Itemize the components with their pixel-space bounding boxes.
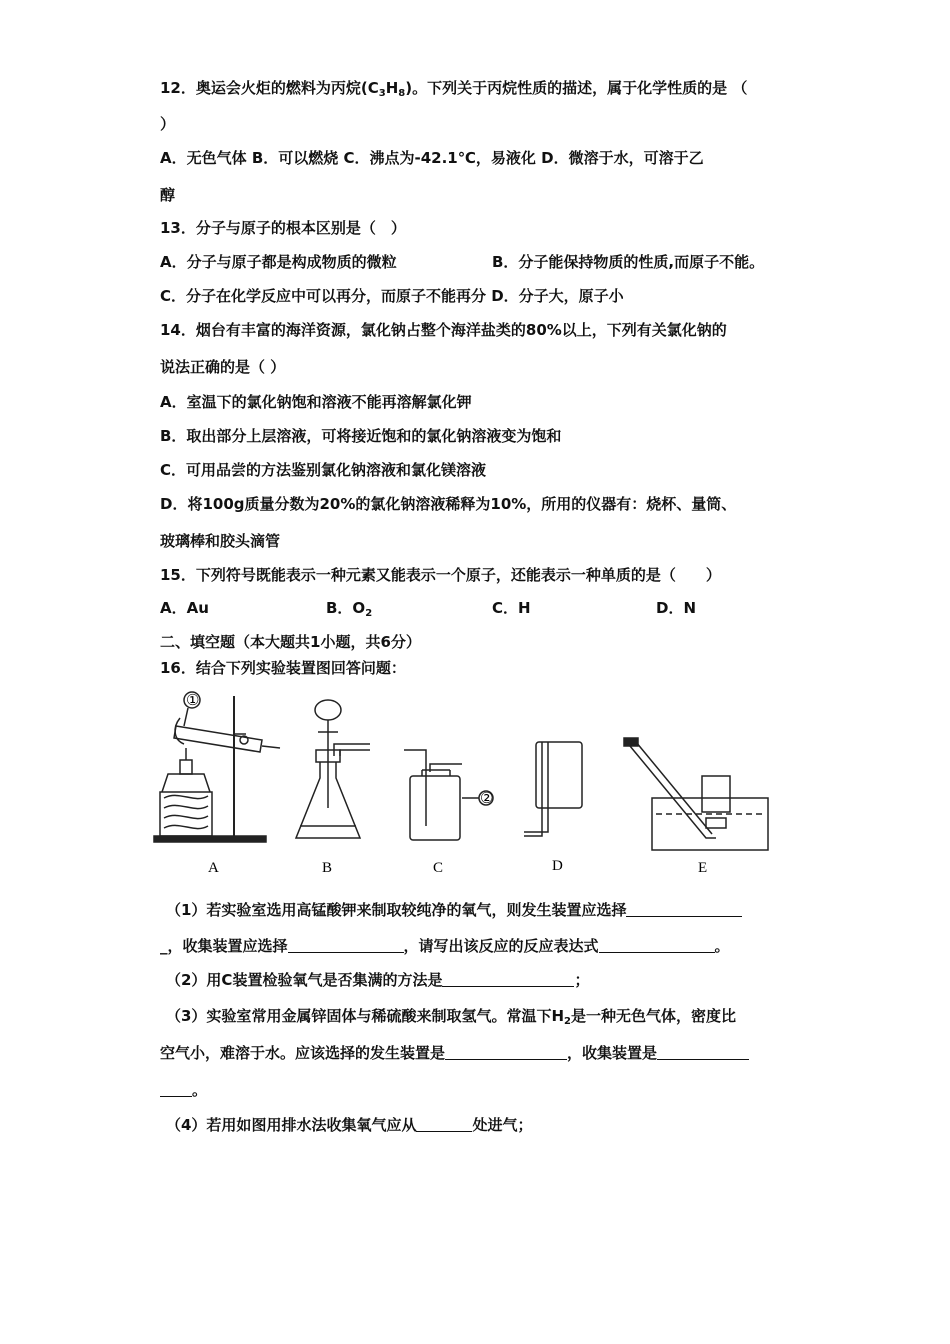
figure-marker-1: ①	[186, 693, 200, 709]
q12-stem: 12．奥运会火炬的燃料为丙烷$(C_3H_8)$。下列关于丙烷性质的描述，属于化学性质的是 （	[160, 79, 748, 99]
figure-marker-2: ②	[480, 791, 494, 807]
q16-part1-cont: _，收集装置应选择 ，请写出该反应的反应表达式 。	[160, 937, 730, 955]
q16-part1: （1）若实验室选用高锰酸钾来制取较纯净的氧气，则发生装置应选择	[166, 900, 742, 920]
q16-part3-end: 。	[160, 1080, 207, 1100]
q14-stem-cont: 说法正确的是（ ）	[160, 358, 286, 376]
answer-blank[interactable]	[599, 937, 715, 953]
q12-stem-end: ）	[160, 115, 176, 133]
answer-blank[interactable]	[657, 1044, 749, 1060]
answer-blank[interactable]	[160, 1081, 192, 1097]
q14-option-d-cont: 玻璃棒和胶头滴管	[160, 532, 281, 550]
q15-option-d: D．N	[656, 599, 697, 617]
figure-label-a: A	[208, 860, 219, 876]
figure-label-c: C	[433, 860, 444, 876]
q13-option-b: B．分子能保持物质的性质,而原子不能。	[492, 253, 765, 271]
q16-part4: （4）若用如图用排水法收集氧气应从 处进气；	[166, 1116, 533, 1134]
answer-blank[interactable]	[416, 1116, 472, 1132]
apparatus-e	[624, 738, 768, 850]
section-title: 二、填空题（本大题共1小题，共6分）	[160, 633, 421, 651]
figure-label-e: E	[698, 860, 708, 876]
answer-blank[interactable]	[626, 901, 742, 917]
q14-stem: 14．烟台有丰富的海洋资源，氯化钠占整个海洋盐类的80%以上，下列有关氯化钠的	[160, 321, 727, 339]
q16-part2: （2）用C装置检验氧气是否集满的方法是 ；	[166, 971, 590, 989]
q14-option-c: C．可用品尝的方法鉴别氯化钠溶液和氯化镁溶液	[160, 461, 487, 479]
apparatus-b	[296, 700, 370, 838]
q16-part3: （3）实验室常用金属锌固体与稀硫酸来制取氢气。常温下$H_2$是一种无色气体，密度比	[166, 1007, 736, 1027]
q15-stem: 15．下列符号既能表示一种元素又能表示一个原子，还能表示一种单质的是（ ）	[160, 566, 721, 584]
q12-options: A．无色气体 B．可以燃烧 C．沸点为-42.1℃，易液化 D．微溶于水，可溶于乙	[160, 149, 704, 167]
answer-blank[interactable]	[442, 971, 574, 987]
q14-option-b: B．取出部分上层溶液，可将接近饱和的氯化钠溶液变为饱和	[160, 427, 562, 445]
q13-option-a: A．分子与原子都是构成物质的微粒	[160, 253, 397, 271]
q14-option-a: A．室温下的氯化钠饱和溶液不能再溶解氯化钾	[160, 393, 472, 411]
lab-apparatus-figure	[150, 688, 810, 888]
q16-stem: 16．结合下列实验装置图回答问题：	[160, 659, 406, 677]
q12-options-cont: 醇	[160, 186, 176, 204]
apparatus-a	[154, 692, 280, 842]
apparatus-d	[524, 742, 582, 836]
q13-options-cd: C．分子在化学反应中可以再分，而原子不能再分 D．分子大，原子小	[160, 287, 624, 305]
figure-label-d: D	[552, 858, 563, 874]
q15-option-b: B．$O_2$	[326, 599, 373, 619]
q16-part3-cont: 空气小，难溶于水。应该选择的发生装置是 ，收集装置是	[160, 1043, 749, 1063]
q15-option-c: C．H	[492, 599, 531, 617]
answer-blank[interactable]	[288, 937, 404, 953]
q13-stem: 13．分子与原子的根本区别是（ ）	[160, 219, 406, 237]
figure-label-b: B	[322, 860, 333, 876]
answer-blank[interactable]	[445, 1044, 567, 1060]
q14-option-d: D．将100g质量分数为20%的氯化钠溶液稀释为10%，所用的仪器有：烧杯、量筒、	[160, 495, 737, 513]
q15-option-a: A．Au	[160, 599, 209, 617]
